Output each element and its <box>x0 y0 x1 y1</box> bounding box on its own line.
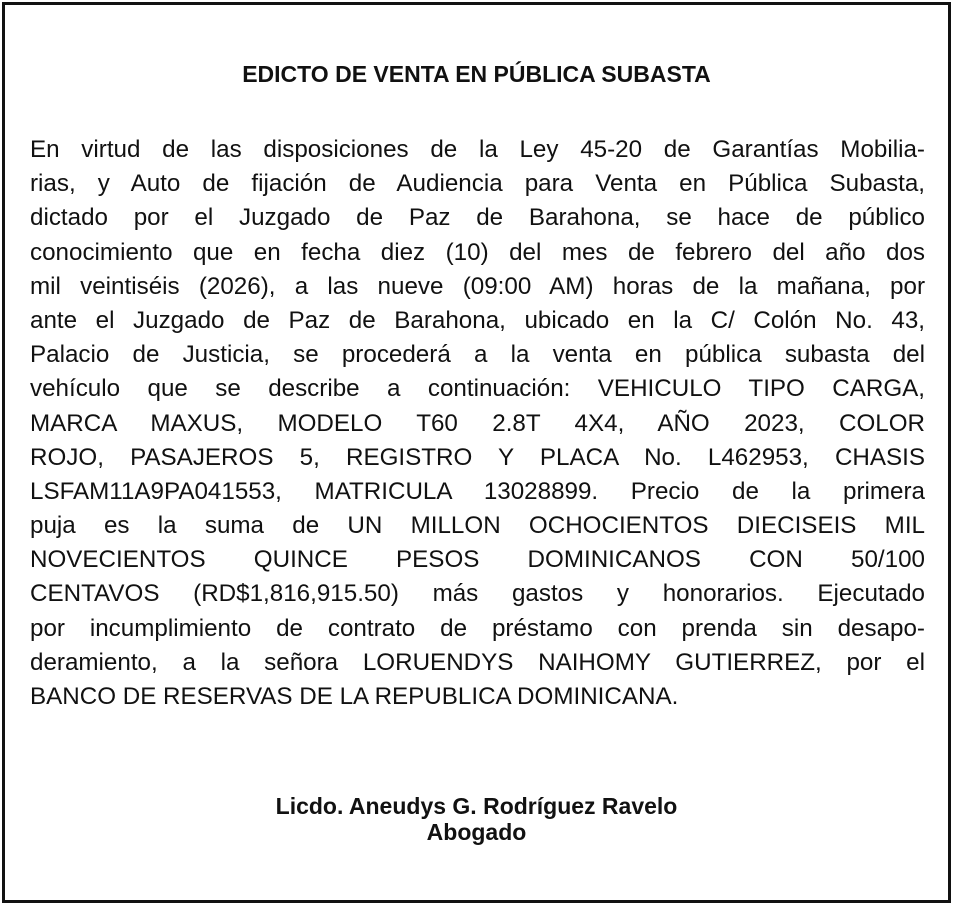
body-line: deramiento, a la señora LORUENDYS NAIHOMY GUTIERREZ, por el <box>30 648 925 676</box>
edict-body <box>30 133 925 714</box>
body-line: BANCO DE RESERVAS DE LA REPUBLICA DOMINICANA. <box>30 683 679 710</box>
body-line: mil veintiséis (2026), a las nueve (09:00 AM) horas de la mañana, por <box>30 272 925 300</box>
body-line: rias, y Auto de fijación de Audiencia para Venta en Pública Subasta, <box>30 170 925 198</box>
body-line: dictado por el Juzgado de Paz de Barahona, se hace de público <box>30 204 925 232</box>
edict-title: EDICTO DE VENTA EN PÚBLICA SUBASTA <box>242 61 711 87</box>
body-line: CENTAVOS (RD$1,816,915.50) más gastos y honorarios. Ejecutado <box>30 580 925 608</box>
body-line: NOVECIENTOS QUINCE PESOS DOMINICANOS CON 50/100 <box>30 546 925 574</box>
body-line: ante el Juzgado de Paz de Barahona, ubicado en la C/ Colón No. 43, <box>30 306 925 334</box>
body-line: LSFAM11A9PA041553, MATRICULA 13028899. Precio de la primera <box>30 477 925 505</box>
body-line: por incumplimiento de contrato de préstamo con prenda sin desapo- <box>30 614 925 642</box>
body-line: En virtud de las disposiciones de la Ley 45-20 de Garantías Mobilia- <box>30 136 925 163</box>
body-line: MARCA MAXUS, MODELO T60 2.8T 4X4, AÑO 2023, COLOR <box>30 409 925 437</box>
body-line: Palacio de Justicia, se procederá a la venta en pública subasta del <box>30 341 925 369</box>
signatory-title: Abogado <box>426 819 527 845</box>
edict-frame <box>2 2 951 903</box>
body-line: conocimiento que en fecha diez (10) del mes de febrero del año dos <box>30 238 925 266</box>
signature-block <box>5 793 948 845</box>
body-line: puja es la suma de UN MILLON OCHOCIENTOS DIECISEIS MIL <box>30 512 925 540</box>
signatory-name: Licdo. Aneudys G. Rodríguez Ravelo <box>275 793 678 819</box>
body-line: ROJO, PASAJEROS 5, REGISTRO Y PLACA No. L462953, CHASIS <box>30 443 925 471</box>
body-line: vehículo que se describe a continuación: VEHICULO TIPO CARGA, <box>30 375 925 403</box>
